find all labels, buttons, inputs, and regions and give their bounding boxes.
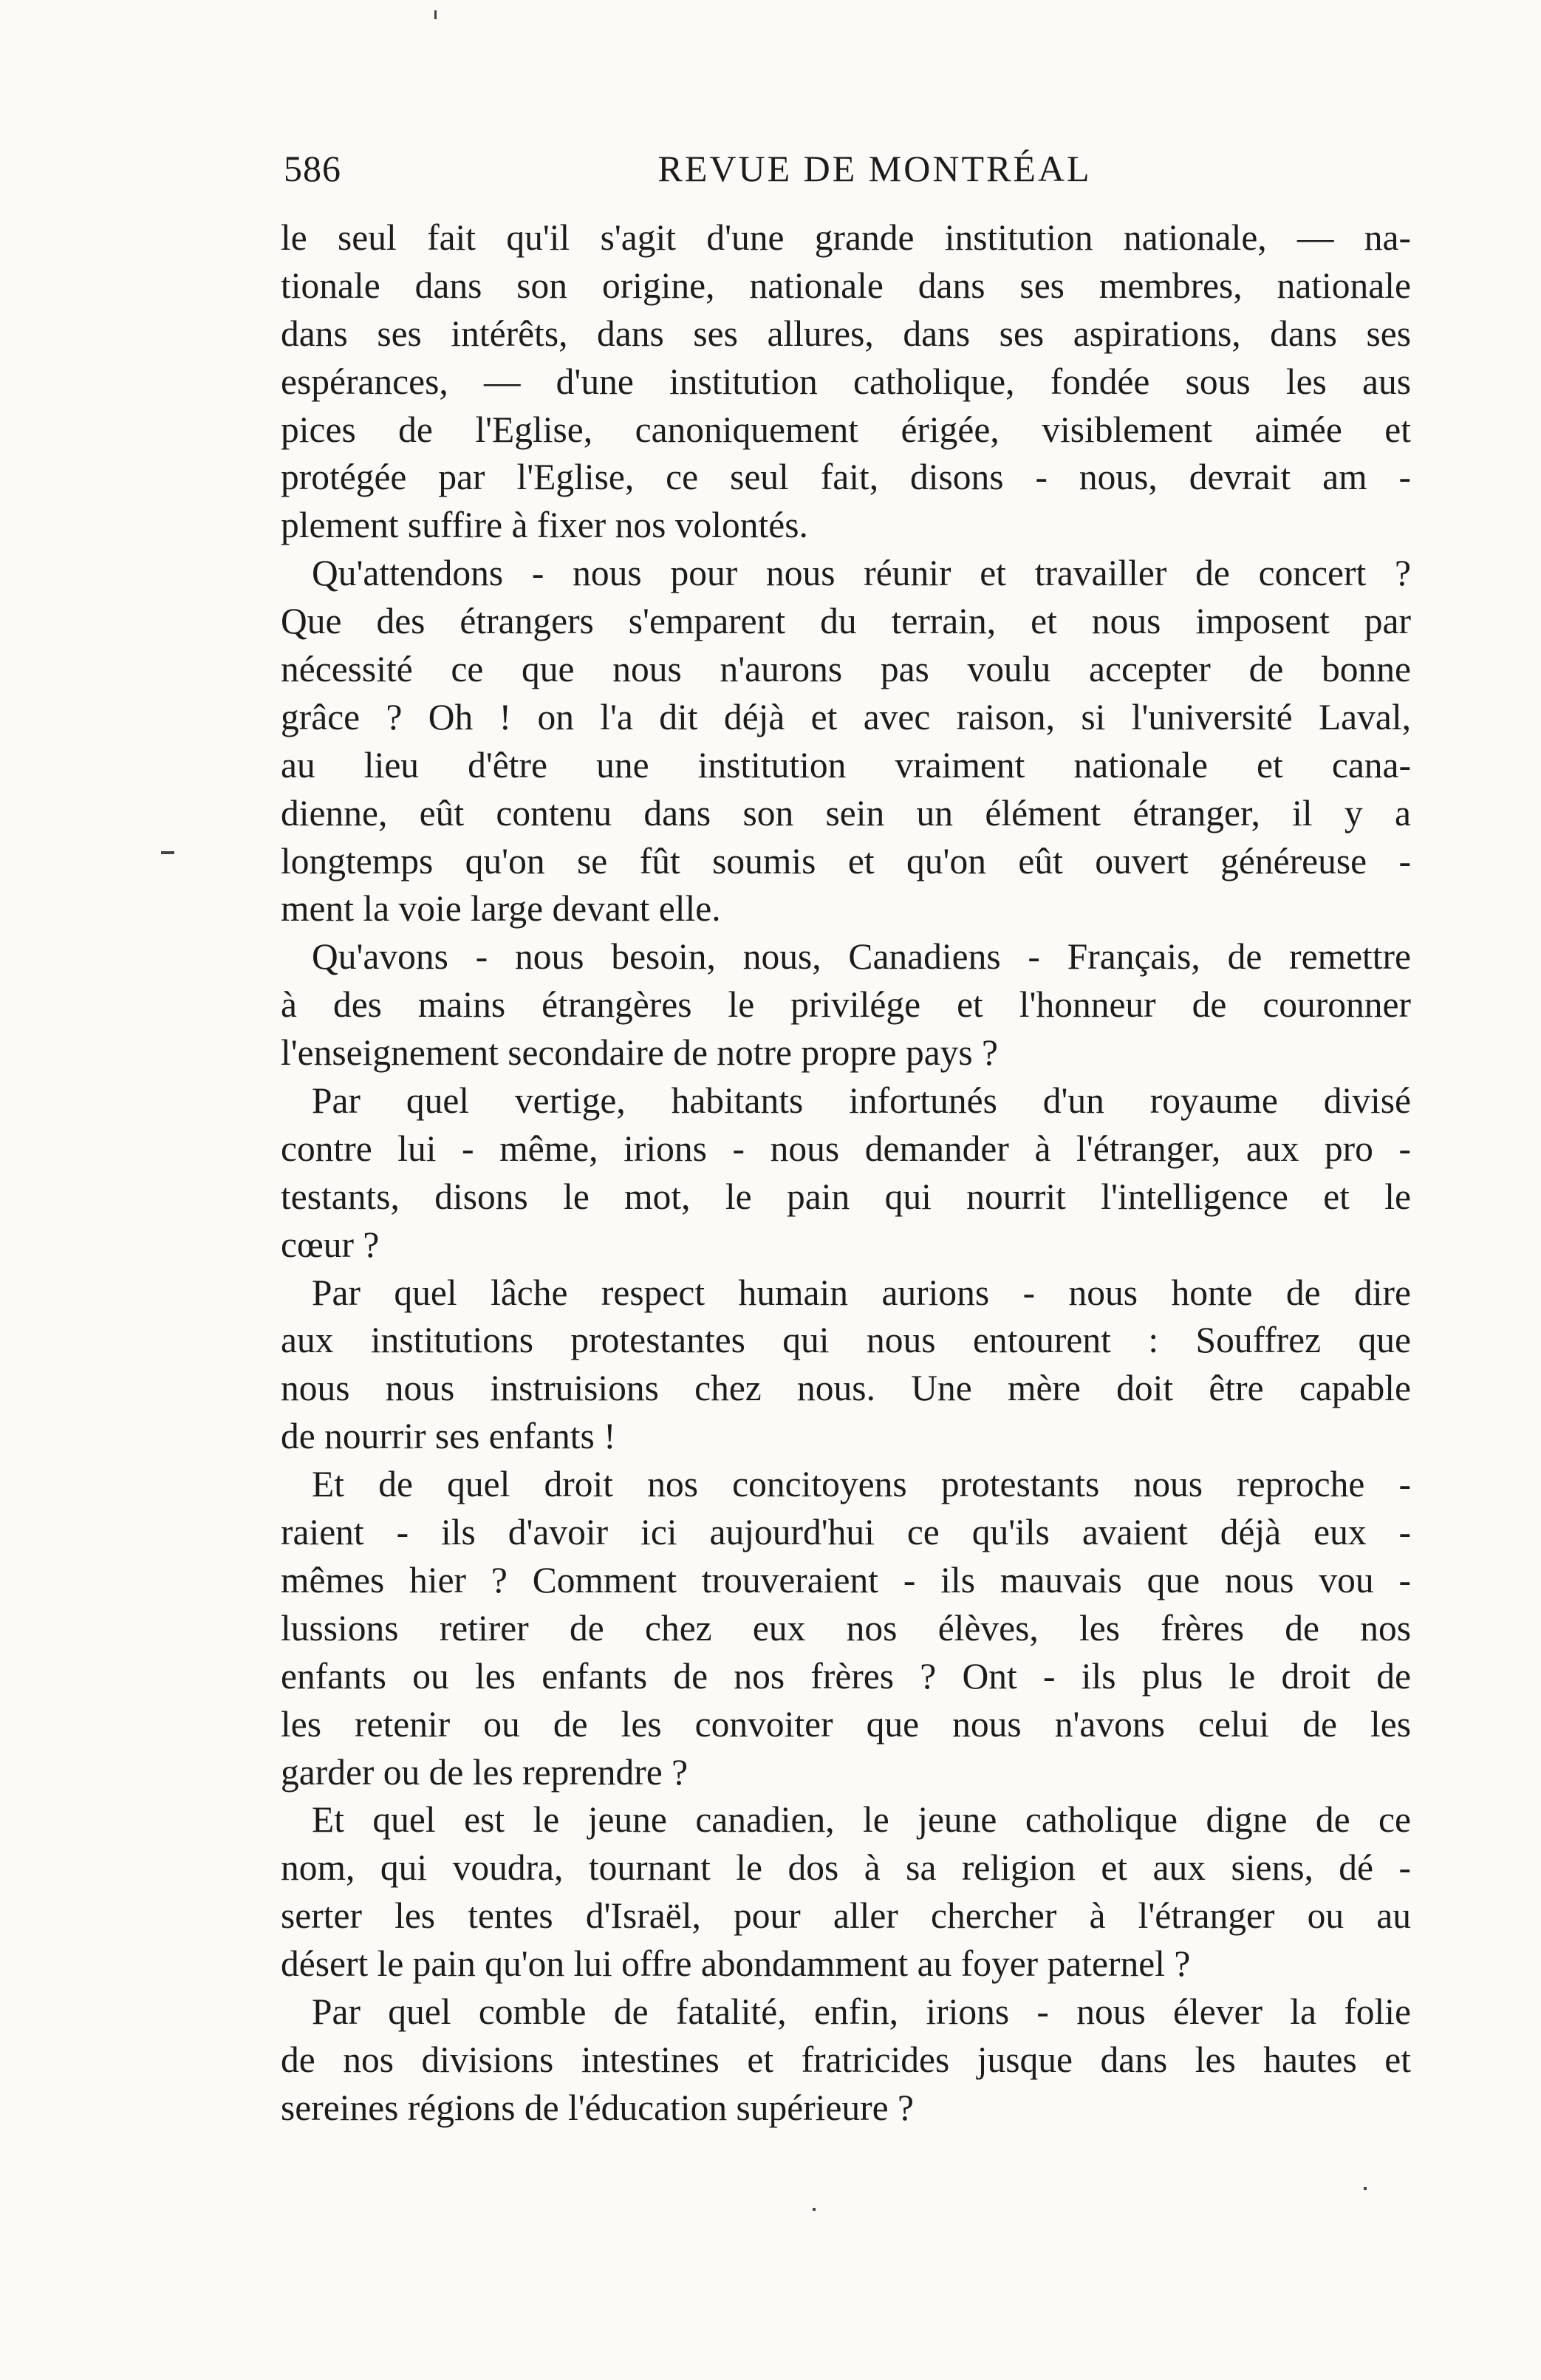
text-line: le seul fait qu'il s'agit d'une grande institution nationale, — na- xyxy=(281,217,1411,258)
text-line: au lieu d'être une institution vraiment nationale et cana- xyxy=(281,744,1411,785)
text-line: nous nous instruisions chez nous. Une mère doit être capable xyxy=(281,1368,1411,1409)
scan-speck xyxy=(1364,2187,1367,2190)
text-line: sereines régions de l'éducation supérieure ? xyxy=(281,2087,914,2128)
text-line: mêmes hier ? Comment trouveraient - ils mauvais que nous vou - xyxy=(281,1559,1411,1600)
text-line: longtemps qu'on se fût soumis et qu'on eût ouvert généreuse - xyxy=(281,840,1411,882)
text-line: raient - ils d'avoir ici aujourd'hui ce qu'ils avaient déjà eux - xyxy=(281,1512,1411,1553)
text-line: désert le pain qu'on lui offre abondamment au foyer paternel ? xyxy=(281,1943,1191,1985)
text-line: garder ou de les reprendre ? xyxy=(281,1751,689,1793)
text-line: testants, disons le mot, le pain qui nourrit l'intelligence et le xyxy=(281,1176,1411,1217)
running-title: REVUE DE MONTRÉAL xyxy=(657,148,1092,189)
scan-speck xyxy=(813,2208,816,2211)
text-line: enfants ou les enfants de nos frères ? Ont - ils plus le droit de xyxy=(281,1655,1411,1697)
text-line: Et quel est le jeune canadien, le jeune catholique digne de ce xyxy=(312,1799,1411,1841)
text-line: nécessité ce que nous n'aurons pas voulu accepter de bonne xyxy=(281,649,1411,690)
text-line: plement suffire à fixer nos volontés. xyxy=(281,505,808,546)
text-line: grâce ? Oh ! on l'a dit déjà et avec raison, si l'université Laval, xyxy=(281,696,1411,737)
text-line: Que des étrangers s'emparent du terrain, et nous imposent par xyxy=(281,601,1411,642)
text-line: de nos divisions intestines et fratricides jusque dans les hautes et xyxy=(281,2039,1411,2080)
text-line: à des mains étrangères le privilége et l'honneur de couronner xyxy=(281,984,1411,1026)
text-line: aux institutions protestantes qui nous entourent : Souffrez que xyxy=(281,1320,1411,1361)
text-line: serter les tentes d'Israël, pour aller chercher à l'étranger ou au xyxy=(281,1895,1411,1937)
text-line: protégée par l'Eglise, ce seul fait, disons - nous, devrait am - xyxy=(281,457,1411,498)
scan-speck xyxy=(161,851,174,854)
text-line: les retenir ou de les convoiter que nous n'avons celui de les xyxy=(281,1703,1411,1745)
page-header xyxy=(284,139,1407,198)
body-text xyxy=(281,214,1411,2132)
text-line: Qu'attendons - nous pour nous réunir et travailler de concert ? xyxy=(312,553,1411,594)
text-line: dienne, eût contenu dans son sein un élément étranger, il y a xyxy=(281,792,1411,833)
scan-speck xyxy=(434,10,437,19)
page-number: 586 xyxy=(284,148,341,189)
text-line: dans ses intérêts, dans ses allures, dans ses aspirations, dans ses xyxy=(281,313,1411,354)
text-line: tionale dans son origine, nationale dans ses membres, nationale xyxy=(281,265,1411,306)
text-line: Qu'avons - nous besoin, nous, Canadiens - Français, de remettre xyxy=(312,936,1411,978)
text-line: cœur ? xyxy=(281,1224,380,1265)
text-line: Et de quel droit nos concitoyens protestants nous reproche - xyxy=(312,1464,1411,1505)
text-line: ment la voie large devant elle. xyxy=(281,888,721,930)
text-line: contre lui - même, irions - nous demander à l'étranger, aux pro - xyxy=(281,1128,1411,1169)
text-line: Par quel vertige, habitants infortunés d'un royaume divisé xyxy=(312,1080,1411,1122)
text-line: de nourrir ses enfants ! xyxy=(281,1416,616,1457)
text-line: pices de l'Eglise, canoniquement érigée, visiblement aimée et xyxy=(281,409,1411,450)
text-line: l'enseignement secondaire de notre propre pays ? xyxy=(281,1032,999,1074)
text-line: lussions retirer de chez eux nos élèves, les frères de nos xyxy=(281,1607,1411,1648)
text-line: Par quel lâche respect humain aurions - nous honte de dire xyxy=(312,1272,1411,1313)
text-line: espérances, — d'une institution catholique, fondée sous les aus xyxy=(281,361,1411,402)
text-line: nom, qui voudra, tournant le dos à sa religion et aux siens, dé - xyxy=(281,1847,1411,1889)
text-line: Par quel comble de fatalité, enfin, irions - nous élever la folie xyxy=(312,1991,1411,2032)
